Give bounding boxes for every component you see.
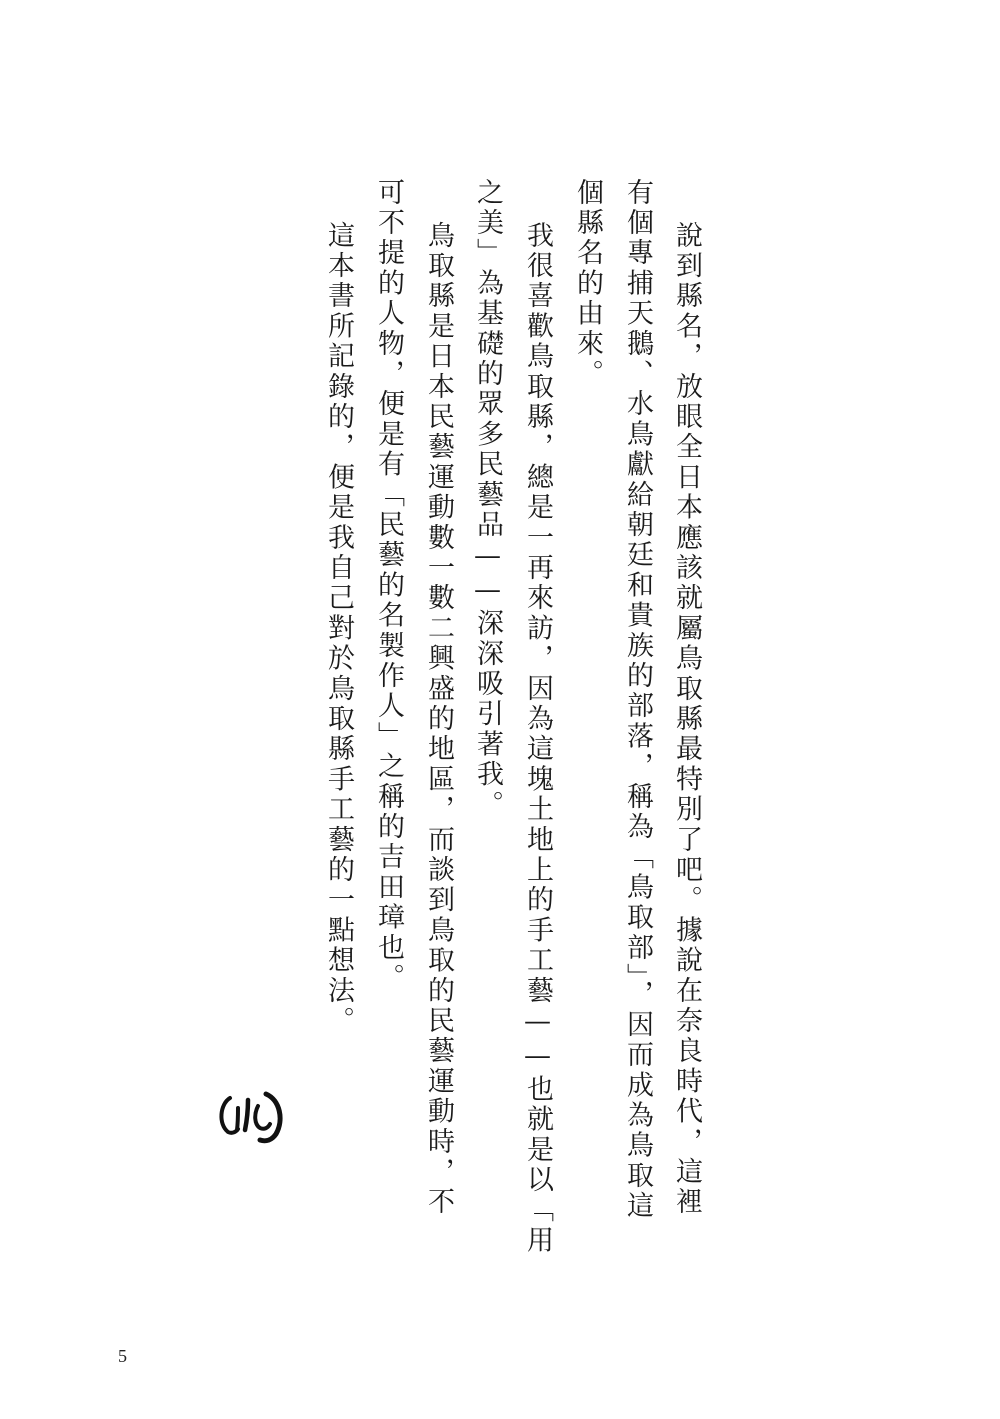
text-column-1: 說到縣名，放眼全日本應該就屬鳥取縣最特別了吧。據說在奈良時代，這裡 [671, 221, 702, 1218]
page-number: 5 [118, 1346, 127, 1366]
text-column-6: 鳥取縣是日本民藝運動數一數二興盛的地區，而談到鳥取的民藝運動時，不 [423, 221, 454, 1218]
text-column-5: 之美」為基礎的眾多民藝品——深深吸引著我。 [472, 178, 503, 821]
text-column-7: 可不提的人物，便是有「民藝的名製作人」之稱的吉田璋也。 [373, 178, 404, 994]
text-column-3: 個縣名的由來。 [572, 178, 603, 390]
text-column-4: 我很喜歡鳥取縣，總是一再來訪，因為這塊土地上的手工藝——也就是以「用 [522, 221, 553, 1256]
handwritten-seal-icon [214, 1084, 288, 1144]
text-column-2: 有個專捕天鵝、水鳥獻給朝廷和貴族的部落，稱為「鳥取部」，因而成為鳥取這 [622, 178, 653, 1222]
text-column-8: 這本書所記錄的，便是我自己對於鳥取縣手工藝的一點想法。 [323, 221, 354, 1037]
